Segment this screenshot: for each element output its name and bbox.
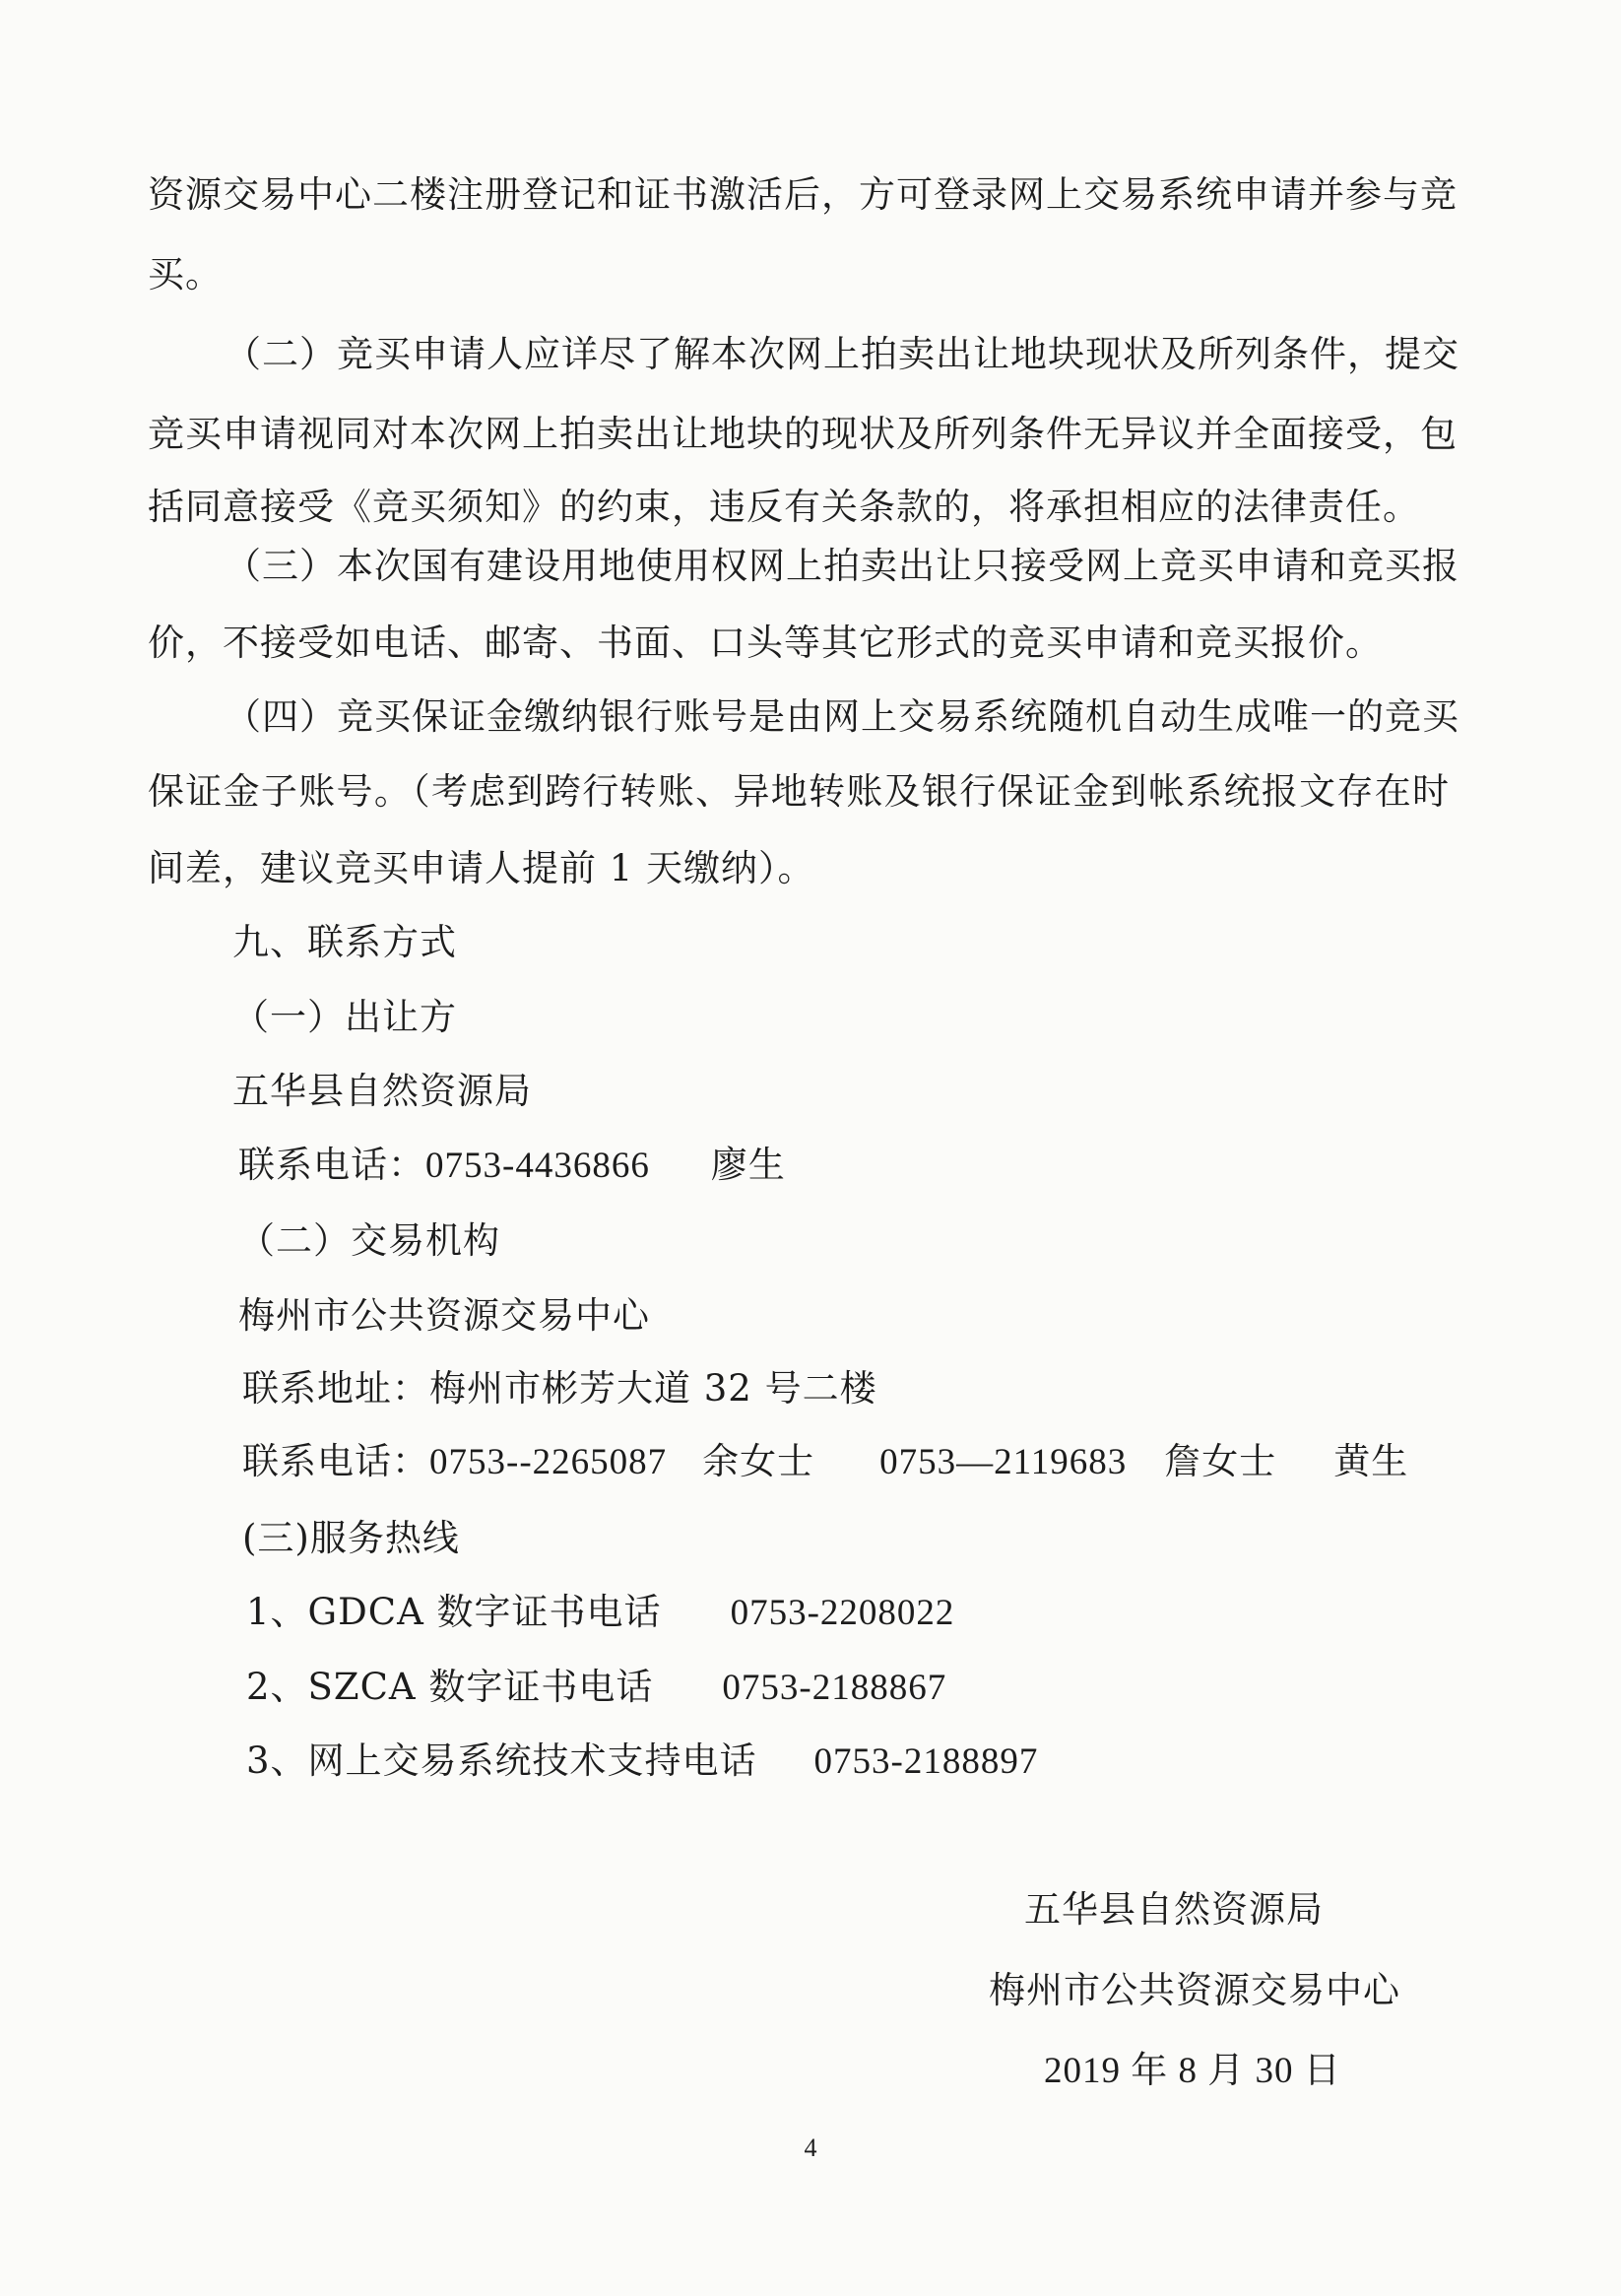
agency-name: 梅州市公共资源交易中心 [238,1294,650,1337]
paragraph-line: （三）本次国有建设用地使用权网上拍卖出让只接受网上竞买申请和竞买报 [225,545,1459,587]
hotline-row [246,1665,946,1711]
hotline-row [246,1738,1038,1785]
paragraph-line: （四）竞买保证金缴纳银行账号是由网上交易系统随机自动生成唯一的竞买 [225,695,1459,738]
paragraph-line: 资源交易中心二楼注册登记和证书激活后，方可登录网上交易系统申请并参与竞 [148,173,1458,216]
contact-person: 詹女士 [1164,1440,1277,1482]
hotline-label: 3、网上交易系统技术支持电话 [246,1739,757,1782]
section-heading: 九、联系方式 [232,921,457,963]
contact-person: 廖生 [710,1144,786,1186]
contact-person: 余女士 [702,1440,815,1482]
phone-number: 0753—2119683 [879,1442,1128,1482]
hotline-label: 2、SZCA 数字证书电话 [246,1666,654,1708]
seller-phone-row [238,1143,786,1189]
paragraph-line: 间差，建议竞买申请人提前 1 天缴纳）。 [148,847,815,889]
phone-number: 0753-2188897 [813,1741,1039,1782]
paragraph-line: （二）竞买申请人应详尽了解本次网上拍卖出让地块现状及所列条件，提交 [225,333,1459,375]
paragraph-line: 价，不接受如电话、邮寄、书面、口头等其它形式的竞买申请和竞买报价。 [148,622,1383,664]
phone-number: 0753-2208022 [730,1593,955,1633]
paragraph-line: 括同意接受《竞买须知》的约束，违反有关条款的，将承担相应的法律责任。 [148,486,1420,528]
subsection-heading: （二）交易机构 [238,1219,500,1262]
signature-org: 五华县自然资源局 [1024,1888,1324,1931]
phone-number: 0753--2265087 [429,1442,668,1482]
paragraph-line: 买。 [148,253,223,295]
agency-phone-row [242,1439,1408,1485]
agency-address-row [242,1366,877,1411]
hotline-row [246,1590,954,1636]
paragraph-line: 保证金子账号。（考虑到跨行转账、异地转账及银行保证金到帐系统报文存在时 [148,770,1450,813]
contact-person: 黄生 [1333,1440,1409,1482]
phone-number: 0753-2188867 [722,1668,947,1708]
subsection-heading: (三)服务热线 [242,1517,460,1559]
phone-label: 联系电话： [242,1440,429,1482]
address-label: 联系地址： [242,1367,429,1410]
page-number: 4 [804,2133,817,2162]
phone-number: 0753-4436866 [425,1146,650,1186]
phone-label: 联系电话： [238,1144,425,1186]
seller-name: 五华县自然资源局 [232,1070,532,1112]
subsection-heading: （一）出让方 [232,996,457,1038]
signature-org: 梅州市公共资源交易中心 [989,1969,1400,2011]
hotline-label: 1、GDCA 数字证书电话 [246,1591,662,1633]
signature-date: 2019 年 8 月 30 日 [1044,2051,1341,2091]
paragraph-line: 竞买申请视同对本次网上拍卖出让地块的现状及所列条件无异议并全面接受，包 [148,413,1458,455]
address-value: 梅州市彬芳大道 32 号二楼 [429,1367,877,1410]
